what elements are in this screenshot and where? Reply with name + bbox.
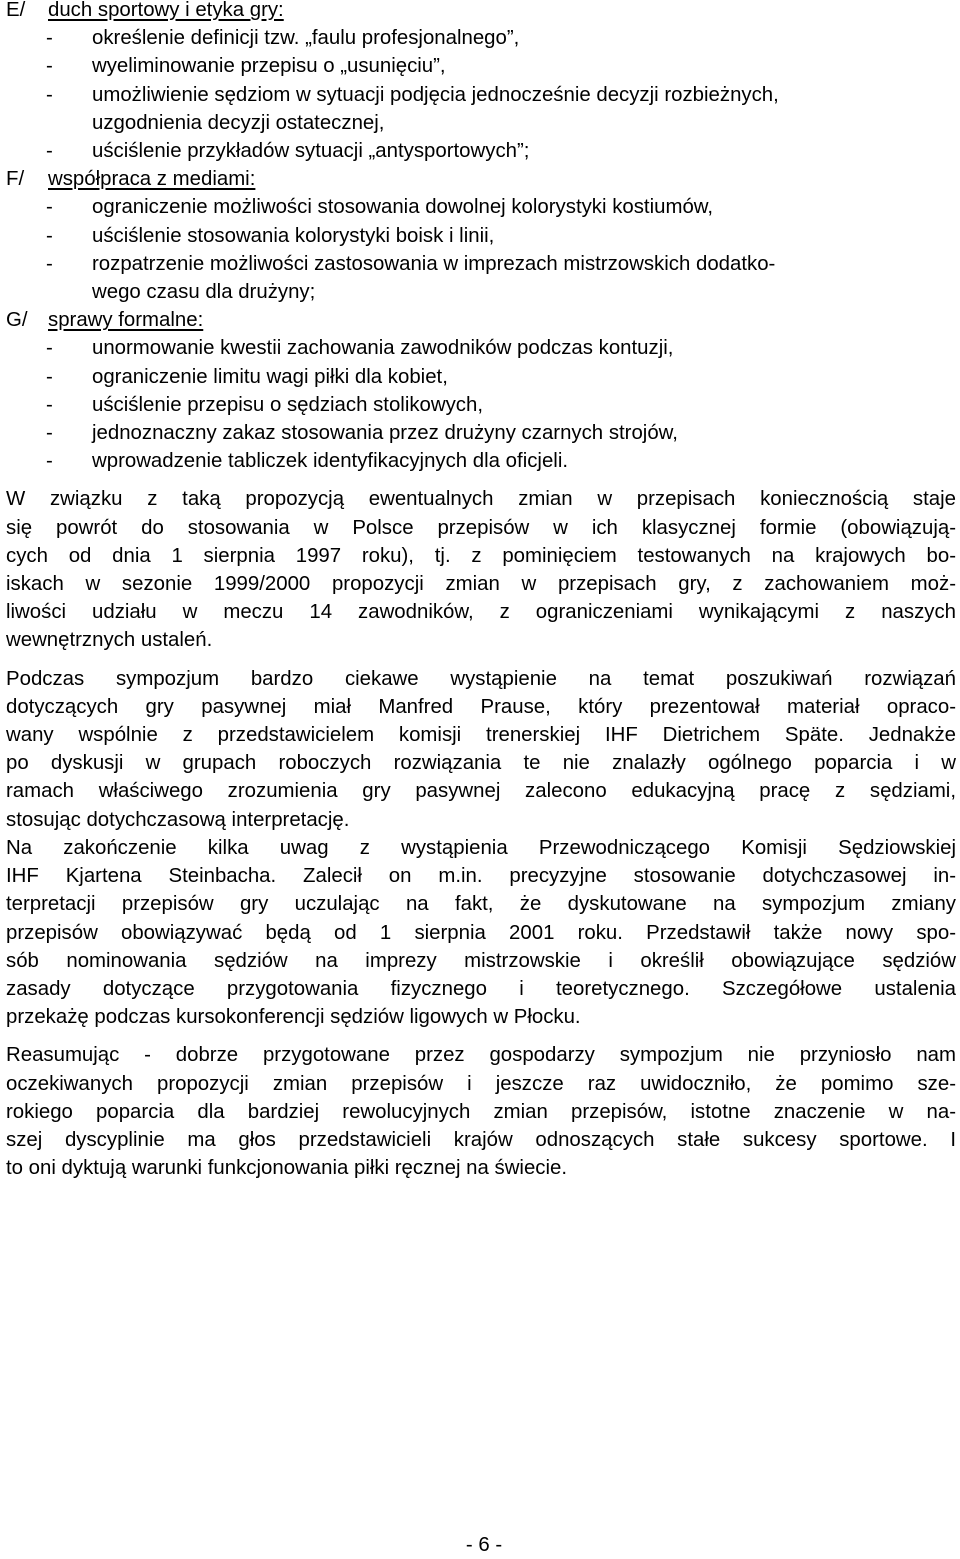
list-item (6, 81, 956, 137)
list-item (6, 52, 956, 80)
list-dash: - (46, 224, 53, 247)
paragraph-gap (6, 475, 956, 485)
list-dash: - (46, 55, 53, 78)
list-item (6, 250, 956, 306)
list-dash: - (46, 450, 53, 473)
section-g-list (6, 334, 956, 475)
list-item-text: ograniczenie limitu wagi piłki dla kobiet, (92, 365, 448, 388)
paragraph-line: zasady dotyczące przygotowania fizycznego i teoretycznego. Szczegółowe ustalenia (6, 977, 956, 1000)
page-number: - 6 - (465, 1534, 503, 1556)
list-item (6, 334, 956, 362)
section-letter: E/ (6, 0, 26, 21)
list-dash: - (46, 196, 53, 219)
list-item-text: umożliwienie sędziom w sytuacji podjęcia jednocześnie decyzji rozbieżnych, (92, 83, 779, 106)
document-page (6, 0, 956, 1182)
paragraph-line: ramach właściwego zrozumienia gry pasywnej zalecono edukacyjną pracę z sędziami, (6, 780, 956, 803)
paragraph-line: liwości udziału w meczu 14 zawodników, z ograniczeniami wynikającymi z naszych (6, 601, 956, 624)
list-item-text: wego czasu dla drużyny; (92, 281, 316, 304)
section-f-list (6, 193, 956, 306)
paragraph-2 (6, 665, 956, 834)
paragraph-line: cych od dnia 1 sierpnia 1997 roku), tj. z pominięciem testowanych na krajowych bo- (6, 544, 956, 567)
paragraph-3 (6, 834, 956, 1031)
list-dash: - (46, 365, 53, 388)
list-dash: - (46, 337, 53, 360)
list-item-text: uzgodnienia decyzji ostatecznej, (92, 111, 385, 134)
paragraph-line: stosując dotychczasową interpretację. (6, 808, 350, 831)
paragraph-1 (6, 485, 956, 654)
list-item (6, 447, 956, 475)
list-item (6, 193, 956, 221)
list-item (6, 391, 956, 419)
list-dash: - (46, 83, 53, 106)
paragraph-gap (6, 655, 956, 665)
list-item-text: jednoznaczny zakaz stosowania przez drużyny czarnych strojów, (92, 422, 678, 445)
section-e-heading (6, 0, 956, 24)
list-item-text: wyeliminowanie przepisu o „usunięciu”, (92, 55, 446, 78)
list-item-text: uściślenie przykładów sytuacji „antysportowych”; (92, 140, 530, 163)
list-item (6, 419, 956, 447)
list-item (6, 222, 956, 250)
paragraph-line: to oni dyktują warunki funkcjonowania piłki ręcznej na świecie. (6, 1157, 568, 1180)
list-item-text: uściślenie przepisu o sędziach stolikowych, (92, 393, 484, 416)
list-item-text: wprowadzenie tabliczek identyfikacyjnych dla oficjeli. (92, 450, 569, 473)
list-dash: - (46, 140, 53, 163)
paragraph-line: przepisów obowiązywać będą od 1 sierpnia 2001 roku. Przedstawił także nowy spo- (6, 921, 956, 944)
paragraph-line: sób nominowania sędziów na imprezy mistrzowskie i określił obowiązujące sędziów (6, 949, 956, 972)
section-letter: F/ (6, 168, 25, 191)
paragraph-line: wewnętrznych ustaleń. (6, 629, 213, 652)
paragraph-line: terpretacji przepisów gry uczulając na fakt, że dyskutowane na sympozjum zmiany (6, 893, 956, 916)
paragraph-gap (6, 1031, 956, 1041)
paragraph-line: iskach w sezonie 1999/2000 propozycji zmian w przepisach gry, z zachowaniem moż- (6, 573, 956, 596)
list-item (6, 363, 956, 391)
paragraph-line: Na zakończenie kilka uwag z wystąpienia Przewodniczącego Komisji Sędziowskiej (6, 836, 956, 859)
section-e-list (6, 24, 956, 165)
paragraph-line: po dyskusji w grupach roboczych rozwiązania te nie znalazły ogólnego poparcia i w (6, 752, 956, 775)
paragraph-line: się powrót do stosowania w Polsce przepisów w ich klasycznej formie (obowiązują- (6, 516, 956, 539)
list-item-text: ograniczenie możliwości stosowania dowolnej kolorystyki kostiumów, (92, 196, 714, 219)
list-item (6, 24, 956, 52)
paragraph-line: dotyczących gry pasywnej miał Manfred Prause, który prezentował materiał opraco- (6, 695, 956, 718)
paragraph-line: oczekiwanych propozycji zmian przepisów i jeszcze raz uwidoczniło, że pomimo sze- (6, 1072, 956, 1095)
section-title: duch sportowy i etyka gry: (48, 0, 284, 21)
section-e (6, 0, 956, 165)
section-f (6, 165, 956, 306)
paragraph-line: IHF Kjartena Steinbacha. Zalecił on m.in. precyzyjne stosowanie dotychczasowej in- (6, 865, 956, 888)
section-g-heading (6, 306, 956, 334)
list-item (6, 137, 956, 165)
list-item-text: uściślenie stosowania kolorystyki boisk i linii, (92, 224, 495, 247)
section-f-heading (6, 165, 956, 193)
list-dash: - (46, 252, 53, 275)
paragraph-line: Reasumując - dobrze przygotowane przez gospodarzy sympozjum nie przyniosło nam (6, 1044, 956, 1067)
paragraph-line: Podczas sympozjum bardzo ciekawe wystąpienie na temat poszukiwań rozwiązań (6, 667, 956, 690)
list-item-text: rozpatrzenie możliwości zastosowania w imprezach mistrzowskich dodatko- (92, 252, 776, 275)
list-dash: - (46, 422, 53, 445)
list-dash: - (46, 393, 53, 416)
paragraph-line: przekażę podczas kursokonferencji sędziów ligowych w Płocku. (6, 1006, 581, 1029)
section-title: sprawy formalne: (48, 309, 204, 332)
list-dash: - (46, 27, 53, 50)
paragraph-line: rokiego poparcia dla bardziej rewolucyjnych zmian przepisów, istotne znaczenie w na- (6, 1100, 956, 1123)
section-g (6, 306, 956, 475)
paragraph-4 (6, 1041, 956, 1182)
paragraph-line: szej dyscyplinie ma głos przedstawicieli krajów odnoszących stałe sukcesy sportowe. I (6, 1128, 956, 1151)
section-title: współpraca z mediami: (48, 168, 256, 191)
section-letter: G/ (6, 309, 28, 332)
list-item-text: unormowanie kwestii zachowania zawodników podczas kontuzji, (92, 337, 674, 360)
paragraph-line: wany wspólnie z przedstawicielem komisji trenerskiej IHF Dietrichem Späte. Jednakże (6, 724, 956, 747)
list-item-text: określenie definicji tzw. „faulu profesjonalnego”, (92, 27, 520, 50)
paragraph-line: W związku z taką propozycją ewentualnych zmian w przepisach koniecznością staje (6, 488, 956, 511)
